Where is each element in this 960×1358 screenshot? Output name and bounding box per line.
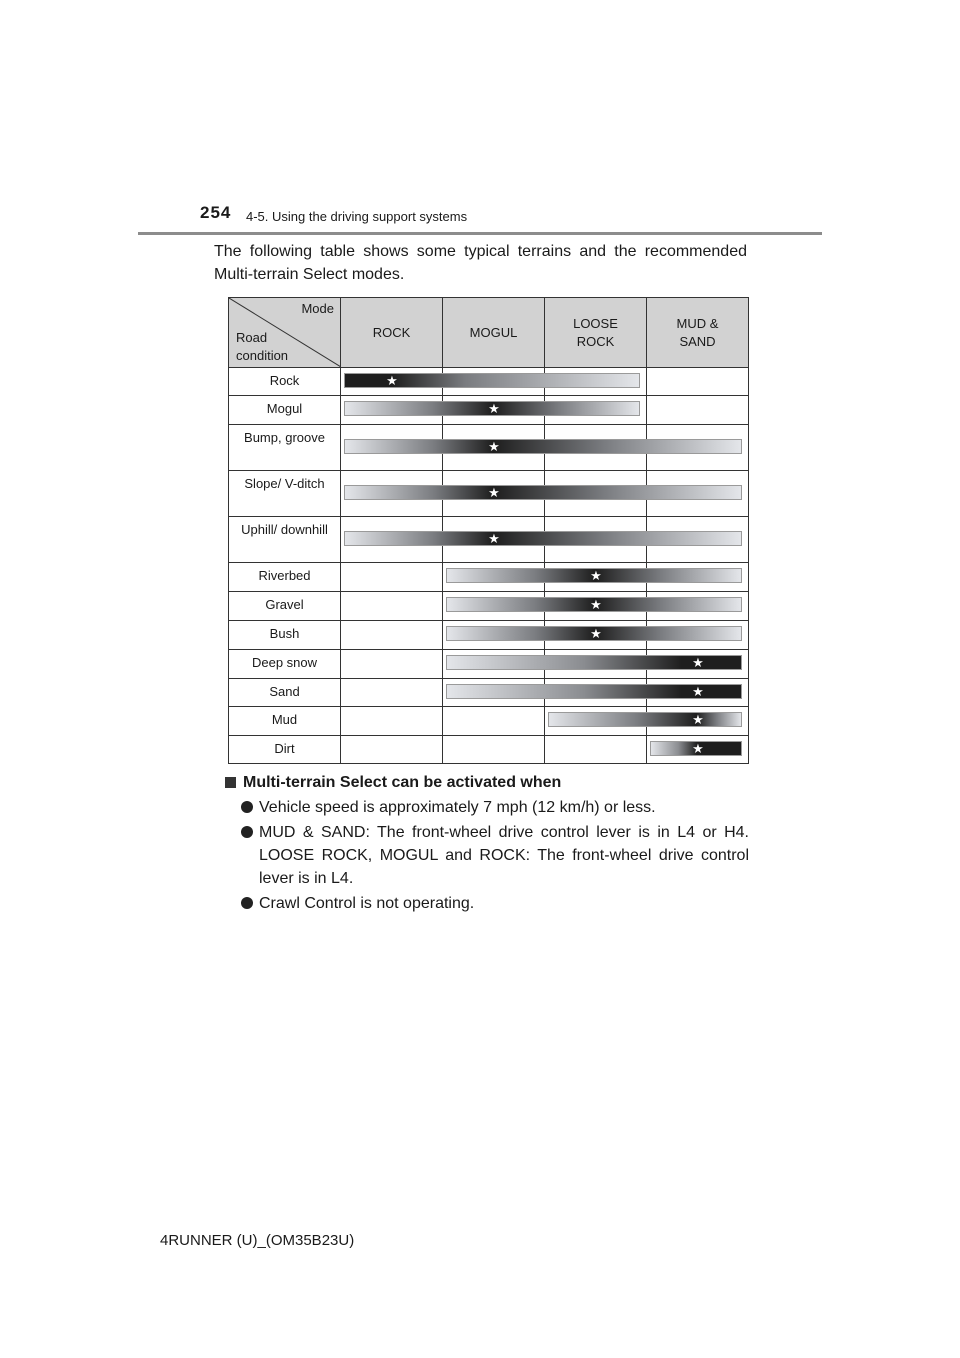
road-condition-axis-label: Road condition <box>236 330 289 363</box>
table-row <box>229 425 749 471</box>
mode-cell <box>443 679 545 707</box>
road-condition-label: Bush <box>229 621 341 650</box>
road-condition-label: Bump, groove <box>229 425 341 471</box>
mode-cell <box>647 563 749 592</box>
mode-cell <box>647 396 749 425</box>
road-condition-label: Riverbed <box>229 563 341 592</box>
condition-item: Crawl Control is not operating. <box>224 892 749 915</box>
square-bullet-icon <box>225 777 236 788</box>
table-row <box>229 517 749 563</box>
table-row <box>229 650 749 679</box>
mode-cell <box>545 396 647 425</box>
recommended-star-icon: ★ <box>590 626 602 641</box>
mode-cell <box>647 592 749 621</box>
mode-cell <box>341 650 443 679</box>
road-condition-label: Mud <box>229 707 341 736</box>
mode-cell <box>647 736 749 764</box>
recommended-star-icon: ★ <box>590 597 602 612</box>
mode-cell <box>443 517 545 563</box>
recommended-star-icon: ★ <box>692 712 704 727</box>
header-rule <box>138 232 822 235</box>
mode-cell <box>341 592 443 621</box>
mode-cell <box>341 563 443 592</box>
mode-cell <box>341 679 443 707</box>
road-condition-label: Deep snow <box>229 650 341 679</box>
mode-cell <box>545 425 647 471</box>
mode-axis-label: Mode <box>301 301 334 316</box>
mode-cell <box>443 736 545 764</box>
road-condition-label: Rock <box>229 368 341 396</box>
mode-cell <box>545 368 647 396</box>
table-header-row <box>229 298 749 368</box>
mode-cell <box>545 592 647 621</box>
table-row <box>229 563 749 592</box>
mode-cell <box>647 679 749 707</box>
table-row <box>229 621 749 650</box>
circle-bullet-icon <box>241 897 253 909</box>
mode-cell <box>341 368 443 396</box>
table-row <box>229 592 749 621</box>
road-condition-label: Gravel <box>229 592 341 621</box>
mode-cell <box>647 471 749 517</box>
mode-cell <box>647 368 749 396</box>
terrain-mode-table <box>228 297 748 764</box>
table-row <box>229 707 749 736</box>
recommended-star-icon: ★ <box>692 741 704 756</box>
mode-cell <box>443 425 545 471</box>
recommended-star-icon: ★ <box>488 401 500 416</box>
mode-cell <box>443 563 545 592</box>
recommended-star-icon: ★ <box>692 655 704 670</box>
recommended-star-icon: ★ <box>488 485 500 500</box>
mode-cell <box>545 736 647 764</box>
mode-cell <box>341 707 443 736</box>
road-condition-label: Slope/ V-ditch <box>229 471 341 517</box>
page-number: 254 <box>200 203 232 222</box>
footer-model-code: 4RUNNER (U)_(OM35B23U) <box>160 1232 355 1249</box>
mode-cell <box>341 425 443 471</box>
conditions-heading <box>224 771 749 794</box>
mode-cell <box>647 425 749 471</box>
recommended-star-icon: ★ <box>590 568 602 583</box>
mode-cell <box>341 517 443 563</box>
mode-cell <box>341 396 443 425</box>
mode-cell <box>545 707 647 736</box>
mode-cell <box>545 679 647 707</box>
table-row <box>229 368 749 396</box>
circle-bullet-icon <box>241 801 253 813</box>
mode-header-mud-sand: MUD & SAND <box>647 298 749 368</box>
mode-header-rock: ROCK <box>341 298 443 368</box>
mode-cell <box>443 707 545 736</box>
recommended-star-icon: ★ <box>386 373 398 388</box>
mode-cell <box>647 650 749 679</box>
mode-cell <box>545 471 647 517</box>
mode-cell <box>545 517 647 563</box>
road-condition-label: Dirt <box>229 736 341 764</box>
corner-header-cell <box>229 298 341 368</box>
mode-cell <box>647 621 749 650</box>
mode-cell <box>341 471 443 517</box>
recommended-star-icon: ★ <box>692 684 704 699</box>
circle-bullet-icon <box>241 826 253 838</box>
mode-cell <box>545 563 647 592</box>
mode-cell <box>443 592 545 621</box>
mode-cell <box>443 471 545 517</box>
terrain-table-grid <box>228 297 749 764</box>
recommended-star-icon: ★ <box>488 439 500 454</box>
mode-cell <box>341 736 443 764</box>
conditions-heading-text: Multi-terrain Select can be activated when <box>243 774 562 791</box>
mode-cell <box>647 517 749 563</box>
activation-conditions <box>224 771 749 915</box>
section-title: 4-5. Using the driving support systems <box>246 209 468 224</box>
mode-cell <box>545 650 647 679</box>
condition-item: Vehicle speed is approximately 7 mph (12 km/h) or less. <box>224 796 749 819</box>
mode-cell <box>443 650 545 679</box>
mode-cell <box>341 621 443 650</box>
mode-cell <box>443 368 545 396</box>
intro-paragraph: The following table shows some typical terrains and the recommended Multi-terrain Select modes. <box>214 243 747 283</box>
road-condition-label: Sand <box>229 679 341 707</box>
mode-cell <box>443 621 545 650</box>
table-row <box>229 396 749 425</box>
mode-cell <box>443 396 545 425</box>
mode-header-loose-rock: LOOSE ROCK <box>545 298 647 368</box>
condition-item: MUD & SAND: The front-wheel drive control lever is in L4 or H4. LOOSE ROCK, MOGUL and ROCK: The front-wheel drive control lever is in L4. <box>224 821 749 890</box>
table-row <box>229 471 749 517</box>
road-condition-label: Uphill/ downhill <box>229 517 341 563</box>
mode-header-mogul: MOGUL <box>443 298 545 368</box>
mode-cell <box>647 707 749 736</box>
road-condition-label: Mogul <box>229 396 341 425</box>
table-row <box>229 679 749 707</box>
table-row <box>229 736 749 764</box>
mode-cell <box>545 621 647 650</box>
recommended-star-icon: ★ <box>488 531 500 546</box>
